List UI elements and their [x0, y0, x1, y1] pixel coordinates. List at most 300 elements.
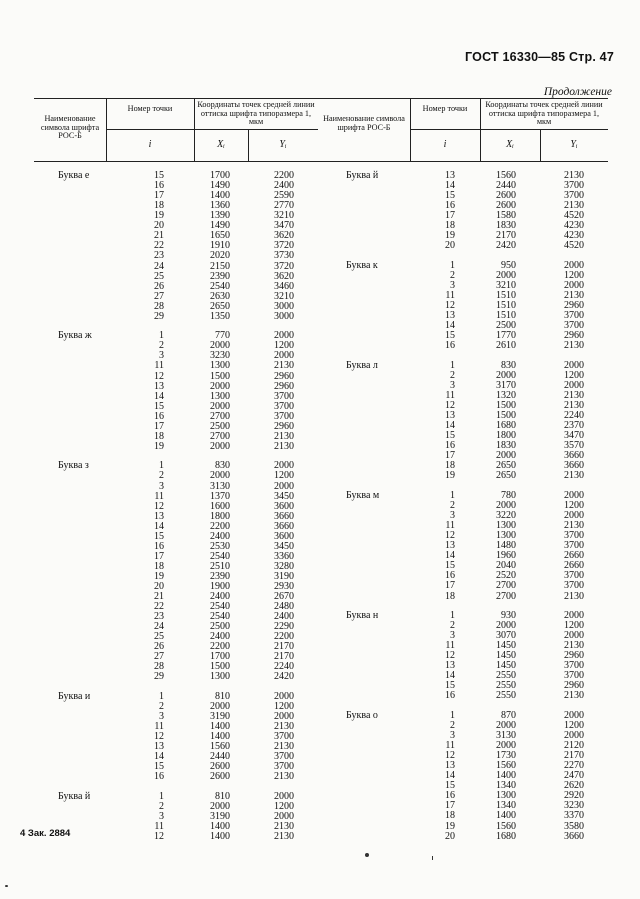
- y-coordinate-cell: 2130: [564, 640, 584, 652]
- x-coordinate-cell: 1560: [210, 741, 230, 753]
- y-coordinate-cell: 2240: [564, 410, 584, 422]
- point-number-cell: 19: [445, 820, 455, 832]
- y-coordinate-cell: 2000: [274, 790, 294, 802]
- y-coordinate-cell: 2000: [274, 711, 294, 722]
- point-number-cell: 11: [445, 640, 455, 652]
- point-number-cell: 20: [445, 240, 455, 252]
- y-coordinate-cell: 3580: [564, 820, 584, 832]
- x-coordinate-cell: 2000: [496, 740, 516, 752]
- y-coordinate-cell: 2660: [564, 550, 584, 562]
- table-row: [34, 471, 318, 481]
- x-coordinate-cell: 1500: [496, 400, 516, 412]
- x-coordinate-cell: 1560: [496, 820, 516, 832]
- y-coordinate-cell: 2130: [274, 821, 294, 832]
- point-number-cell: 25: [154, 270, 164, 282]
- table-header: [34, 98, 318, 162]
- y-coordinate-cell: 2130: [274, 721, 294, 733]
- point-number-cell: 1: [450, 359, 455, 371]
- point-number-cell: 1: [450, 259, 455, 271]
- header-col-i: i: [443, 139, 447, 150]
- y-coordinate-cell: 3700: [564, 580, 584, 592]
- point-number-cell: 26: [154, 280, 164, 292]
- y-coordinate-cell: 2130: [274, 741, 294, 753]
- y-coordinate-cell: 3700: [564, 320, 584, 332]
- y-coordinate-cell: 3700: [564, 570, 584, 582]
- header-symbol-name: Наименование символа шрифта РОС-Б: [40, 114, 100, 141]
- y-coordinate-cell: 4230: [564, 220, 584, 232]
- y-coordinate-cell: 2930: [274, 581, 294, 592]
- point-number-cell: 18: [445, 220, 455, 232]
- point-number-cell: 3: [450, 280, 455, 291]
- y-coordinate-cell: 2270: [564, 760, 584, 772]
- x-coordinate-cell: 2540: [210, 601, 230, 613]
- x-coordinate-cell: 2040: [496, 560, 516, 572]
- x-coordinate-cell: 2000: [496, 620, 516, 632]
- point-number-cell: 24: [154, 260, 164, 272]
- table-row: [34, 272, 318, 282]
- x-coordinate-cell: 1300: [496, 520, 516, 532]
- y-coordinate-cell: 3700: [564, 190, 584, 202]
- point-number-cell: 2: [159, 470, 164, 482]
- y-coordinate-cell: 3660: [564, 830, 584, 842]
- y-coordinate-cell: 3700: [274, 751, 294, 763]
- point-number-cell: 12: [154, 731, 164, 743]
- symbol-label: Буква е: [58, 170, 90, 181]
- x-coordinate-cell: 2000: [210, 470, 230, 482]
- point-number-cell: 16: [445, 570, 455, 582]
- y-coordinate-cell: 3700: [564, 180, 584, 191]
- header-divider: [480, 129, 608, 130]
- x-coordinate-cell: 2000: [496, 500, 516, 511]
- y-coordinate-cell: 2000: [564, 380, 584, 391]
- y-coordinate-cell: 1200: [274, 800, 294, 812]
- point-number-cell: 13: [445, 410, 455, 422]
- y-coordinate-cell: 2960: [274, 420, 294, 432]
- point-number-cell: 11: [445, 740, 455, 752]
- y-coordinate-cell: 2130: [564, 470, 584, 482]
- x-coordinate-cell: 2600: [210, 761, 230, 773]
- symbol-label: Буква й: [346, 170, 379, 181]
- y-coordinate-cell: 3470: [274, 220, 294, 232]
- column-divider: [480, 99, 481, 161]
- point-number-cell: 1: [159, 330, 164, 342]
- x-coordinate-cell: 2650: [496, 460, 516, 472]
- y-coordinate-cell: 1200: [564, 620, 584, 632]
- x-coordinate-cell: 1400: [210, 721, 230, 733]
- y-coordinate-cell: 3700: [274, 731, 294, 743]
- x-coordinate-cell: 1370: [210, 490, 230, 502]
- x-coordinate-cell: 1510: [496, 310, 516, 322]
- x-coordinate-cell: 3070: [496, 630, 516, 642]
- y-coordinate-cell: 1200: [274, 701, 294, 712]
- x-coordinate-cell: 3230: [210, 350, 230, 362]
- x-coordinate-cell: 1960: [496, 550, 516, 562]
- y-coordinate-cell: 2000: [564, 730, 584, 741]
- y-coordinate-cell: 1200: [564, 500, 584, 511]
- x-coordinate-cell: 1300: [210, 671, 230, 683]
- y-coordinate-cell: 1200: [274, 340, 294, 352]
- x-coordinate-cell: 3210: [496, 280, 516, 291]
- x-coordinate-cell: 3130: [210, 480, 230, 492]
- y-coordinate-cell: 1200: [564, 369, 584, 381]
- y-coordinate-cell: 4520: [564, 240, 584, 252]
- y-coordinate-cell: 2000: [274, 691, 294, 702]
- point-number-cell: 19: [154, 210, 164, 222]
- x-coordinate-cell: 2000: [496, 450, 516, 462]
- x-coordinate-cell: 1390: [210, 210, 230, 222]
- table-row: [34, 482, 318, 492]
- point-number-cell: 2: [159, 340, 164, 352]
- header-coordinates: Координаты точек средней линии оттиска шрифта типоразмера 1, мкм: [485, 100, 603, 127]
- header-point-number: Номер точки: [422, 104, 468, 113]
- y-coordinate-cell: 2000: [564, 490, 584, 501]
- table-row: [34, 442, 318, 452]
- x-coordinate-cell: 2550: [496, 690, 516, 702]
- y-coordinate-cell: 3230: [564, 800, 584, 812]
- y-coordinate-cell: 2960: [564, 330, 584, 342]
- y-coordinate-cell: 3370: [564, 810, 584, 822]
- point-number-cell: 13: [445, 310, 455, 322]
- x-coordinate-cell: 2610: [496, 340, 516, 352]
- point-number-cell: 3: [159, 811, 164, 822]
- x-coordinate-cell: 1910: [210, 240, 230, 252]
- x-coordinate-cell: 1700: [210, 651, 230, 663]
- y-coordinate-cell: 2000: [564, 510, 584, 522]
- x-coordinate-cell: 1320: [496, 390, 516, 401]
- point-number-cell: 16: [154, 771, 164, 783]
- header-divider: [194, 129, 318, 130]
- x-coordinate-cell: 2630: [210, 290, 230, 302]
- continuation-label: Продолжение: [543, 86, 612, 98]
- point-number-cell: 14: [445, 320, 455, 332]
- point-number-cell: 20: [154, 581, 164, 592]
- x-coordinate-cell: 1450: [496, 650, 516, 662]
- point-number-cell: 29: [154, 671, 164, 683]
- x-coordinate-cell: 2000: [496, 720, 516, 731]
- point-number-cell: 27: [154, 290, 164, 302]
- x-coordinate-cell: 2700: [496, 580, 516, 592]
- point-number-cell: 1: [450, 710, 455, 721]
- x-coordinate-cell: 2170: [496, 230, 516, 242]
- point-number-cell: 18: [445, 810, 455, 822]
- x-coordinate-cell: 2500: [210, 420, 230, 432]
- point-number-cell: 12: [154, 370, 164, 382]
- x-coordinate-cell: 1700: [210, 170, 230, 181]
- point-number-cell: 18: [445, 460, 455, 472]
- point-number-cell: 14: [445, 670, 455, 682]
- table-row: [34, 672, 318, 682]
- y-coordinate-cell: 2920: [564, 790, 584, 802]
- x-coordinate-cell: 1510: [496, 290, 516, 302]
- point-number-cell: 19: [445, 230, 455, 242]
- x-coordinate-cell: 3170: [496, 380, 516, 391]
- point-number-cell: 15: [445, 780, 455, 792]
- point-number-cell: 3: [450, 380, 455, 391]
- y-coordinate-cell: 2660: [564, 560, 584, 572]
- y-coordinate-cell: 2130: [274, 360, 294, 372]
- y-coordinate-cell: 2130: [274, 831, 294, 843]
- x-coordinate-cell: 2150: [210, 260, 230, 272]
- y-coordinate-cell: 2620: [564, 780, 584, 792]
- header-col-y: Yᵢ: [279, 139, 287, 150]
- point-number-cell: 20: [154, 220, 164, 232]
- x-coordinate-cell: 1300: [496, 530, 516, 542]
- point-number-cell: 1: [159, 460, 164, 472]
- x-coordinate-cell: 1400: [210, 821, 230, 832]
- x-coordinate-cell: 1400: [210, 831, 230, 843]
- point-number-cell: 11: [154, 821, 164, 832]
- x-coordinate-cell: 3190: [210, 711, 230, 722]
- y-coordinate-cell: 4230: [564, 230, 584, 242]
- y-coordinate-cell: 3210: [274, 210, 294, 222]
- y-coordinate-cell: 2000: [564, 710, 584, 721]
- point-number-cell: 19: [154, 570, 164, 582]
- x-coordinate-cell: 1450: [496, 660, 516, 672]
- x-coordinate-cell: 2600: [496, 190, 516, 202]
- x-coordinate-cell: 1350: [210, 310, 230, 322]
- x-coordinate-cell: 1650: [210, 230, 230, 242]
- point-number-cell: 14: [445, 770, 455, 782]
- y-coordinate-cell: 3360: [274, 550, 294, 562]
- y-coordinate-cell: 2170: [564, 750, 584, 762]
- column-divider: [194, 99, 195, 161]
- x-coordinate-cell: 1490: [210, 220, 230, 232]
- header-divider: [106, 129, 194, 130]
- point-number-cell: 18: [154, 560, 164, 572]
- y-coordinate-cell: 2130: [274, 430, 294, 442]
- y-coordinate-cell: 3700: [564, 670, 584, 682]
- x-coordinate-cell: 2700: [496, 590, 516, 602]
- point-number-cell: 14: [154, 751, 164, 763]
- point-number-cell: 15: [154, 400, 164, 412]
- symbol-label: Буква м: [346, 490, 380, 501]
- point-number-cell: 12: [445, 530, 455, 542]
- x-coordinate-cell: 2000: [210, 400, 230, 412]
- y-coordinate-cell: 2960: [274, 380, 294, 392]
- point-number-cell: 12: [154, 831, 164, 843]
- table-row: [34, 492, 318, 502]
- point-number-cell: 2: [450, 270, 455, 281]
- point-number-cell: 11: [445, 290, 455, 302]
- x-coordinate-cell: 1500: [496, 410, 516, 422]
- point-number-cell: 25: [154, 631, 164, 643]
- y-coordinate-cell: 2290: [274, 621, 294, 633]
- y-coordinate-cell: 3460: [274, 280, 294, 292]
- point-number-cell: 16: [154, 540, 164, 552]
- point-number-cell: 17: [445, 800, 455, 812]
- table-row: [318, 822, 608, 832]
- x-coordinate-cell: 2390: [210, 270, 230, 282]
- y-coordinate-cell: 2770: [274, 200, 294, 212]
- x-coordinate-cell: 2440: [210, 751, 230, 763]
- y-coordinate-cell: 2000: [274, 350, 294, 362]
- y-coordinate-cell: 2240: [274, 661, 294, 673]
- y-coordinate-cell: 3620: [274, 270, 294, 282]
- y-coordinate-cell: 3660: [274, 520, 294, 532]
- point-number-cell: 14: [154, 520, 164, 532]
- header-col-y: Yᵢ: [570, 139, 578, 150]
- header-col-x: Xᵢ: [217, 139, 225, 150]
- point-number-cell: 12: [445, 400, 455, 412]
- point-number-cell: 13: [445, 660, 455, 672]
- point-number-cell: 21: [154, 230, 164, 242]
- x-coordinate-cell: 1770: [496, 330, 516, 342]
- y-coordinate-cell: 2130: [564, 290, 584, 302]
- x-coordinate-cell: 2700: [210, 430, 230, 442]
- y-coordinate-cell: 2130: [564, 390, 584, 401]
- point-number-cell: 15: [445, 680, 455, 692]
- point-number-cell: 11: [154, 360, 164, 372]
- y-coordinate-cell: 2470: [564, 770, 584, 782]
- x-coordinate-cell: 1800: [210, 510, 230, 522]
- y-coordinate-cell: 3600: [274, 530, 294, 542]
- x-coordinate-cell: 2390: [210, 570, 230, 582]
- table-row: [318, 241, 608, 251]
- x-coordinate-cell: 1400: [210, 190, 230, 202]
- y-coordinate-cell: 2000: [274, 811, 294, 822]
- table-row: [34, 772, 318, 782]
- x-coordinate-cell: 2700: [210, 410, 230, 422]
- x-coordinate-cell: 1900: [210, 581, 230, 592]
- y-coordinate-cell: 2960: [564, 300, 584, 312]
- table-header: [318, 98, 608, 162]
- y-coordinate-cell: 2130: [274, 771, 294, 783]
- point-number-cell: 13: [445, 760, 455, 772]
- x-coordinate-cell: 1340: [496, 780, 516, 792]
- point-number-cell: 15: [445, 330, 455, 342]
- x-coordinate-cell: 1680: [496, 830, 516, 842]
- point-number-cell: 16: [445, 200, 455, 212]
- x-coordinate-cell: 2000: [210, 340, 230, 352]
- x-coordinate-cell: 1340: [496, 800, 516, 812]
- point-number-cell: 16: [445, 440, 455, 452]
- x-coordinate-cell: 1500: [210, 661, 230, 673]
- x-coordinate-cell: 2650: [210, 300, 230, 312]
- table-row: [34, 312, 318, 322]
- x-coordinate-cell: 2600: [210, 771, 230, 783]
- y-coordinate-cell: 2960: [274, 370, 294, 382]
- header-point-number: Номер точки: [127, 104, 173, 113]
- x-coordinate-cell: 2400: [210, 631, 230, 643]
- x-coordinate-cell: 1300: [210, 390, 230, 402]
- point-number-cell: 17: [445, 450, 455, 462]
- y-coordinate-cell: 2130: [564, 340, 584, 352]
- x-coordinate-cell: 810: [215, 691, 230, 702]
- y-coordinate-cell: 1200: [564, 270, 584, 281]
- point-number-cell: 12: [445, 650, 455, 662]
- x-coordinate-cell: 770: [215, 330, 230, 342]
- point-number-cell: 3: [450, 630, 455, 642]
- x-coordinate-cell: 2540: [210, 611, 230, 623]
- point-number-cell: 11: [154, 490, 164, 502]
- y-coordinate-cell: 2670: [274, 591, 294, 602]
- header-col-i: i: [148, 139, 152, 150]
- y-coordinate-cell: 3000: [274, 310, 294, 322]
- point-number-cell: 11: [445, 520, 455, 532]
- point-number-cell: 23: [154, 250, 164, 262]
- x-coordinate-cell: 2550: [496, 670, 516, 682]
- y-coordinate-cell: 2000: [274, 480, 294, 492]
- y-coordinate-cell: 1200: [274, 470, 294, 482]
- y-coordinate-cell: 2130: [564, 400, 584, 412]
- y-coordinate-cell: 1200: [564, 720, 584, 731]
- point-number-cell: 18: [445, 590, 455, 602]
- y-coordinate-cell: 2130: [274, 440, 294, 452]
- table-row: [34, 361, 318, 371]
- point-number-cell: 20: [445, 830, 455, 842]
- point-number-cell: 17: [445, 210, 455, 222]
- point-number-cell: 19: [154, 440, 164, 452]
- table-row: [318, 691, 608, 701]
- x-coordinate-cell: 870: [501, 710, 516, 721]
- x-coordinate-cell: 2440: [496, 180, 516, 191]
- x-coordinate-cell: 2510: [210, 560, 230, 572]
- point-number-cell: 14: [445, 180, 455, 191]
- x-coordinate-cell: 1680: [496, 420, 516, 432]
- y-coordinate-cell: 3700: [564, 310, 584, 322]
- point-number-cell: 13: [154, 380, 164, 392]
- x-coordinate-cell: 1830: [496, 440, 516, 452]
- point-number-cell: 14: [445, 420, 455, 432]
- point-number-cell: 26: [154, 641, 164, 653]
- x-coordinate-cell: 1300: [496, 790, 516, 802]
- y-coordinate-cell: 2170: [274, 641, 294, 653]
- y-coordinate-cell: 3700: [274, 390, 294, 402]
- y-coordinate-cell: 2590: [274, 190, 294, 202]
- point-number-cell: 13: [445, 540, 455, 552]
- point-number-cell: 16: [154, 180, 164, 191]
- y-coordinate-cell: 3280: [274, 560, 294, 572]
- y-coordinate-cell: 2000: [564, 280, 584, 291]
- symbol-label: Буква ж: [58, 330, 92, 342]
- y-coordinate-cell: 3730: [274, 250, 294, 262]
- x-coordinate-cell: 1490: [210, 180, 230, 191]
- y-coordinate-cell: 2000: [564, 630, 584, 642]
- y-coordinate-cell: 3570: [564, 440, 584, 452]
- y-coordinate-cell: 2000: [274, 330, 294, 342]
- y-coordinate-cell: 2000: [274, 460, 294, 472]
- x-coordinate-cell: 1480: [496, 540, 516, 552]
- table-row: [318, 811, 608, 821]
- x-coordinate-cell: 950: [501, 259, 516, 271]
- symbol-label: Буква и: [58, 691, 91, 702]
- x-coordinate-cell: 2000: [496, 270, 516, 281]
- x-coordinate-cell: 1510: [496, 300, 516, 312]
- point-number-cell: 12: [445, 750, 455, 762]
- point-number-cell: 17: [154, 420, 164, 432]
- x-coordinate-cell: 2200: [210, 520, 230, 532]
- table-row: [318, 341, 608, 351]
- point-number-cell: 15: [154, 530, 164, 542]
- y-coordinate-cell: 2170: [274, 651, 294, 663]
- y-coordinate-cell: 2130: [564, 170, 584, 181]
- point-number-cell: 12: [445, 300, 455, 312]
- table-row: [318, 471, 608, 481]
- x-coordinate-cell: 1400: [210, 731, 230, 743]
- y-coordinate-cell: 2200: [274, 631, 294, 643]
- point-number-cell: 11: [154, 721, 164, 733]
- y-coordinate-cell: 2960: [564, 680, 584, 692]
- x-coordinate-cell: 2520: [496, 570, 516, 582]
- x-coordinate-cell: 830: [215, 460, 230, 472]
- x-coordinate-cell: 1450: [496, 640, 516, 652]
- point-number-cell: 14: [445, 550, 455, 562]
- x-coordinate-cell: 3190: [210, 811, 230, 822]
- x-coordinate-cell: 2200: [210, 641, 230, 653]
- y-coordinate-cell: 2130: [564, 200, 584, 212]
- point-number-cell: 27: [154, 651, 164, 663]
- y-coordinate-cell: 3470: [564, 430, 584, 442]
